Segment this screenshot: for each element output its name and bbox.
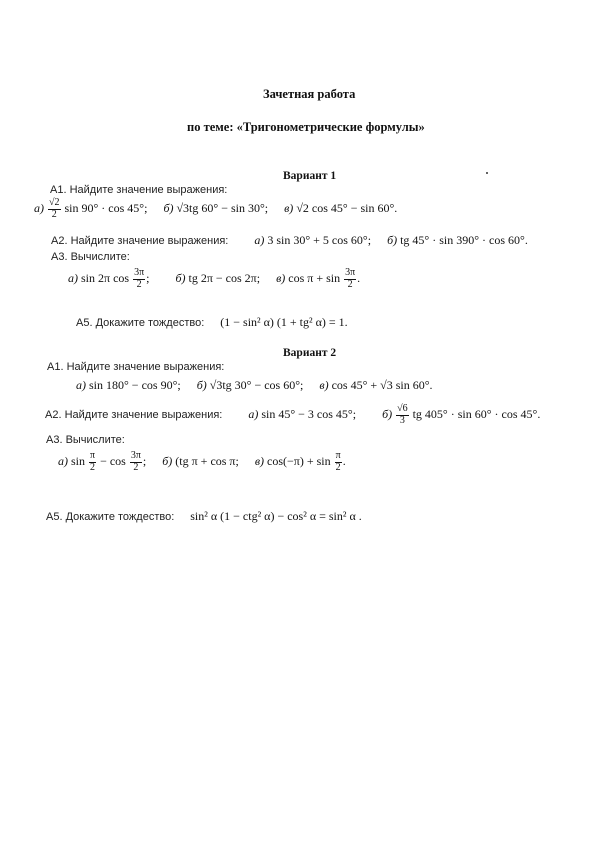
v2-a3-c-pre: cos(−π) + sin xyxy=(267,453,331,468)
v1-a3-a-den: 2 xyxy=(136,278,142,290)
v1-a3-c-post: . xyxy=(357,270,361,285)
v1-a1-a-den: 2 xyxy=(51,208,57,220)
v2-a3-b-mark: б) xyxy=(162,453,173,468)
v2-a2-b-mark: б) xyxy=(382,406,393,421)
v2-a5-row xyxy=(46,510,362,523)
v1-a3-b-mark: б) xyxy=(175,270,186,285)
v2-a5-label: А5. Докажите тождество: xyxy=(46,511,175,523)
v1-a3-a-num: 3π xyxy=(134,267,145,278)
v1-a2-a-expr: 3 sin 30° + 5 cos 60°; xyxy=(267,233,372,247)
v2-a3-a-fraction-2 xyxy=(130,451,142,473)
v1-a2-b-mark: б) xyxy=(387,233,398,247)
v2-a3-a-pre: sin xyxy=(71,453,86,468)
v2-a3-b-expr: (tg π + cos π; xyxy=(175,453,239,468)
v2-a3-c-num: π xyxy=(335,450,341,461)
variant-1-heading: Вариант 1 xyxy=(283,170,337,182)
page-title: Зачетная работа xyxy=(263,87,356,101)
v1-a1-b-expr: √3tg 60° − sin 30°; xyxy=(176,200,269,215)
v2-a1-b-mark: б) xyxy=(196,378,207,392)
v2-a3-label: А3. Вычислите: xyxy=(46,434,125,446)
stray-mark xyxy=(486,172,488,174)
v2-a1-a-mark: а) xyxy=(76,378,86,392)
v2-a2-b-rest: tg 405° · sin 60° · cos 45°. xyxy=(412,406,541,421)
v1-a5-expr-b: (1 + tg² α) xyxy=(276,315,326,329)
v1-a3-c-den: 2 xyxy=(347,278,353,290)
v1-a3-c-fraction xyxy=(344,268,356,290)
v1-a3-c-pre: cos π + sin xyxy=(288,270,341,285)
v2-a3-a-fraction-1 xyxy=(89,451,96,473)
v2-a3-a-post: ; xyxy=(142,453,147,468)
v2-a2-row xyxy=(45,404,540,426)
v2-a3-a-mid: − cos xyxy=(100,453,126,468)
v2-a3-a-den-1: 2 xyxy=(90,461,96,473)
v1-a1-a-fraction xyxy=(48,198,61,220)
v1-a3-b-expr: tg 2π − cos 2π; xyxy=(188,270,261,285)
v1-a5-label: А5. Докажите тождество: xyxy=(76,317,205,329)
v2-a2-a-expr: sin 45° − 3 cos 45°; xyxy=(261,406,357,421)
v2-a2-b-num: √6 xyxy=(397,403,408,414)
v1-a1-a-rest: sin 90° · cos 45°; xyxy=(64,200,148,215)
v2-a2-b-fraction xyxy=(396,404,409,426)
v2-a1-c-mark: в) xyxy=(319,378,329,392)
v2-a3-c-den: 2 xyxy=(335,461,341,473)
v1-a1-a-num: √2 xyxy=(49,197,60,208)
v1-a3-a-post: ; xyxy=(146,270,150,285)
v2-a1-c-expr: cos 45° + √3 sin 60°. xyxy=(331,378,433,392)
v1-a3-a-fraction xyxy=(133,268,145,290)
v1-a3-c-mark: в) xyxy=(276,270,286,285)
v2-a1-b-expr: √3tg 30° − cos 60°; xyxy=(209,378,304,392)
v2-a3-a-den-2: 2 xyxy=(133,461,139,473)
v2-a3-a-num-1: π xyxy=(90,450,96,461)
v1-a1-c-mark: в) xyxy=(284,200,294,215)
v2-a3-c-post: . xyxy=(342,453,346,468)
v1-a5-expr-a: (1 − sin² α) xyxy=(220,315,274,329)
v2-a3-expressions xyxy=(58,451,346,473)
v1-a5-row xyxy=(76,316,348,329)
v1-a1-expressions xyxy=(34,198,397,220)
v1-a2-a-mark: а) xyxy=(254,233,265,247)
v2-a3-a-num-2: 3π xyxy=(130,450,141,461)
v2-a1-expressions xyxy=(76,379,433,391)
page-subtitle: по теме: «Тригонометрические формулы» xyxy=(187,120,425,134)
v1-a2-label: А2. Найдите значение выражения: xyxy=(51,235,229,247)
v1-a1-a-mark: а) xyxy=(34,200,44,215)
v1-a1-label: А1. Найдите значение выражения: xyxy=(50,184,228,196)
v1-a5-expr-c: = 1. xyxy=(328,315,348,329)
v1-a2-b-expr: tg 45° · sin 390° · cos 60°. xyxy=(400,233,528,247)
v2-a3-a-mark: а) xyxy=(58,453,68,468)
v2-a3-c-mark: в) xyxy=(254,453,265,468)
v1-a1-b-mark: б) xyxy=(163,200,174,215)
v1-a3-expressions xyxy=(68,268,360,290)
v1-a2-row xyxy=(51,234,528,247)
variant-2-heading: Вариант 2 xyxy=(283,347,337,359)
v1-a3-a-mark: а) xyxy=(68,270,78,285)
v2-a2-label: А2. Найдите значение выражения: xyxy=(45,408,223,421)
v2-a1-a-expr: sin 180° − cos 90°; xyxy=(89,378,181,392)
v2-a1-label: А1. Найдите значение выражения: xyxy=(47,361,225,373)
v1-a1-c-expr: √2 cos 45° − sin 60°. xyxy=(296,200,398,215)
v1-a3-a-pre: sin 2π cos xyxy=(81,270,130,285)
v1-a3-c-num: 3π xyxy=(345,267,356,278)
v1-a3-label: А3. Вычислите: xyxy=(51,251,130,263)
v2-a5-expr: sin² α (1 − ctg² α) − cos² α = sin² α . xyxy=(190,509,362,523)
v2-a2-b-den: 3 xyxy=(399,414,405,426)
v2-a2-a-mark: а) xyxy=(248,406,259,421)
v2-a3-c-fraction xyxy=(335,451,342,473)
